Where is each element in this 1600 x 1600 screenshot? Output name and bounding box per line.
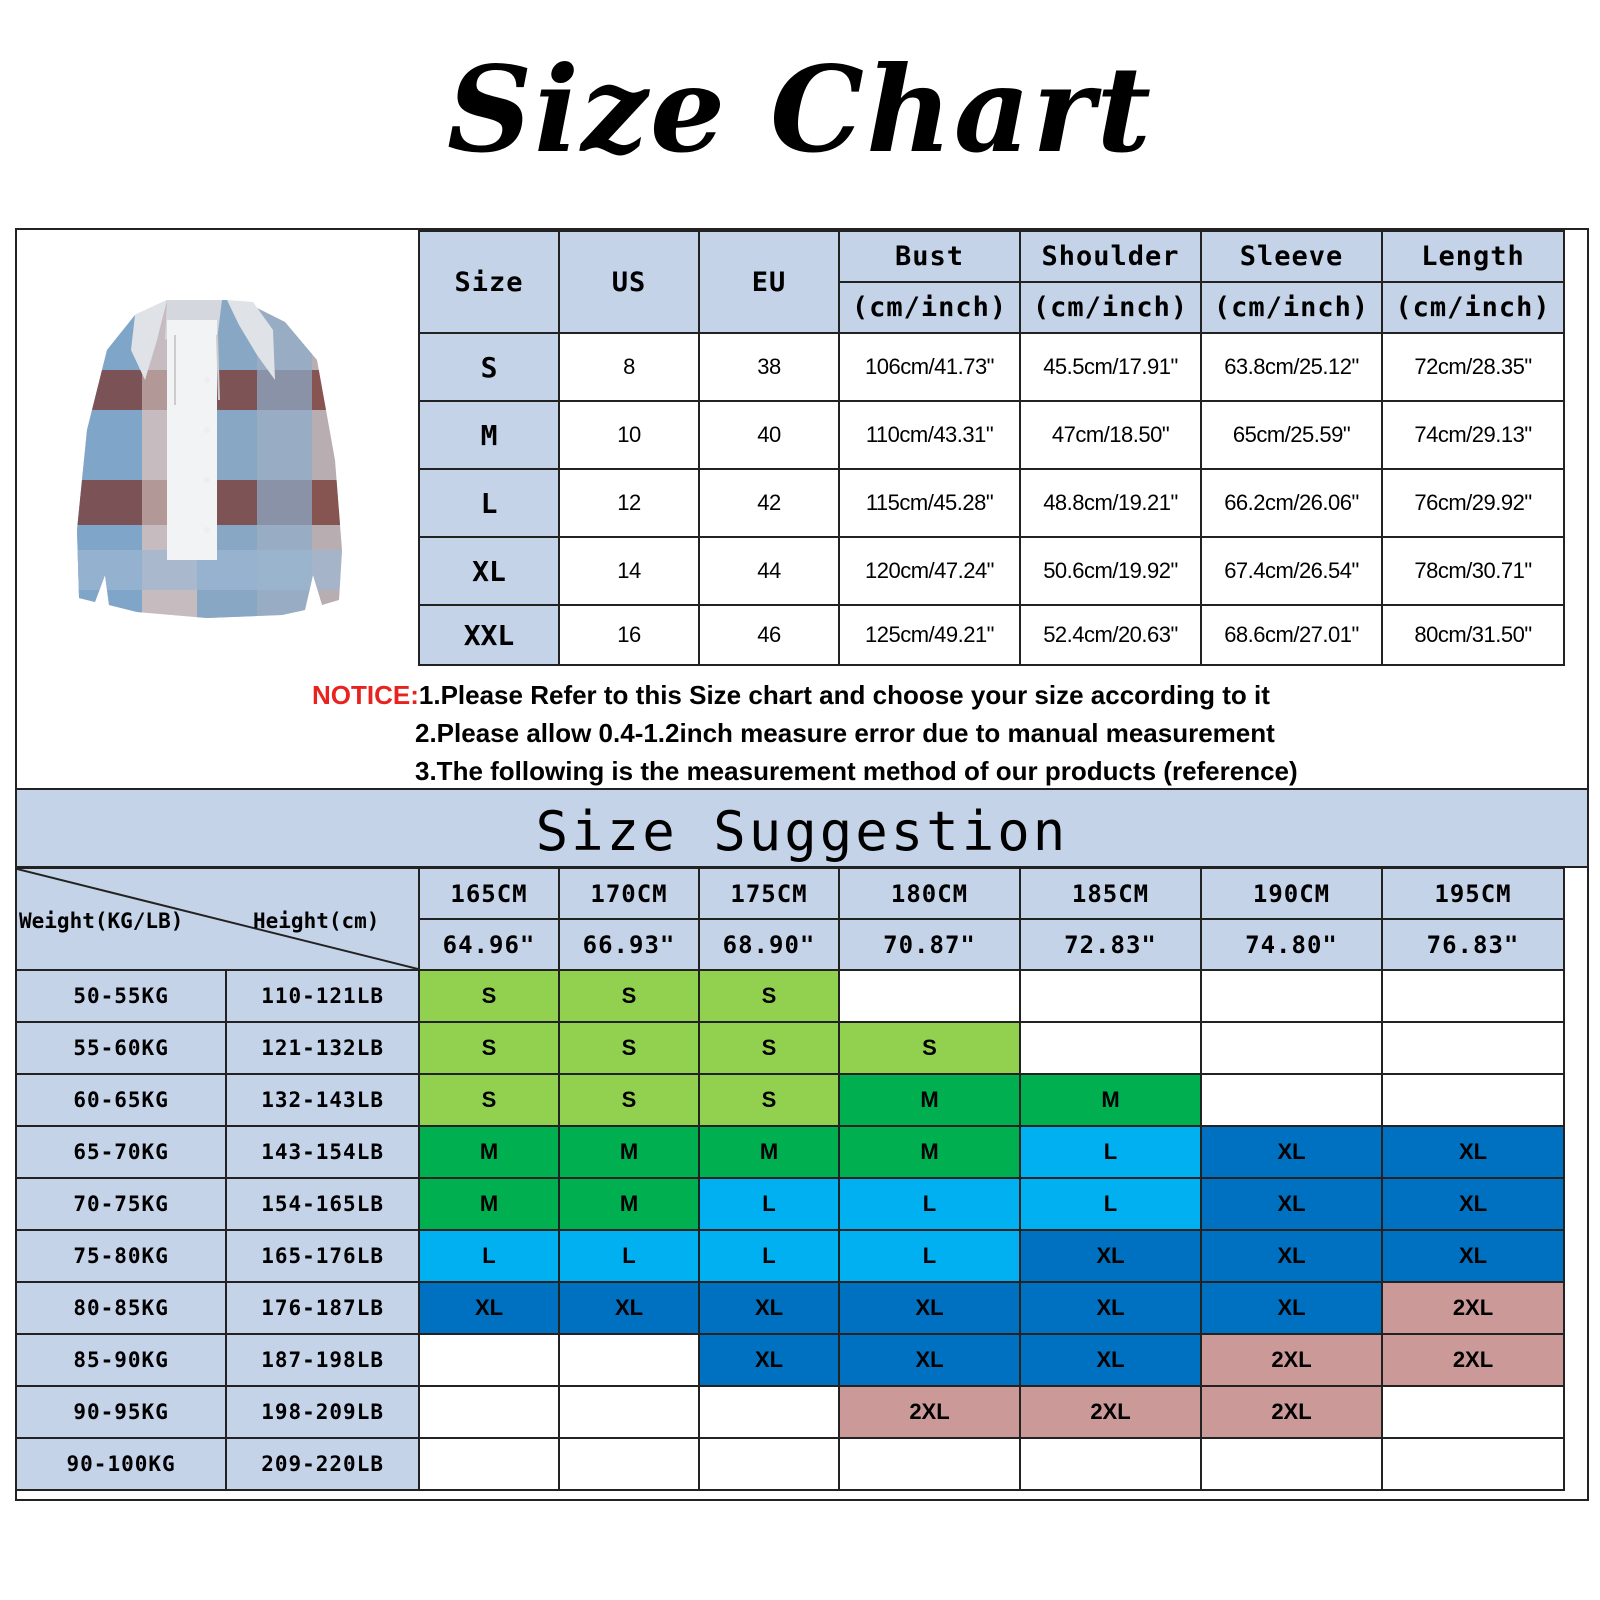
height-inch-header: 68.90": [699, 919, 839, 970]
suggestion-row: [16, 1438, 1564, 1490]
suggestion-row: [16, 1178, 1564, 1230]
weight-kg-label: 70-75KG: [16, 1178, 226, 1230]
size-sleeve-value: 66.2cm/26.06": [1201, 469, 1382, 537]
weight-kg-label: 55-60KG: [16, 1022, 226, 1074]
suggested-size-cell: [1382, 1438, 1564, 1490]
suggested-size-cell: XL: [699, 1334, 839, 1386]
header-unit: (cm/inch): [839, 282, 1020, 333]
suggested-size-cell: XL: [419, 1282, 559, 1334]
header-shoulder: Shoulder: [1020, 231, 1201, 282]
size-suggestion-table: [15, 867, 1565, 1491]
suggested-size-cell: XL: [559, 1282, 699, 1334]
height-cm-header: 190CM: [1201, 868, 1382, 919]
size-suggestion-title: Size Suggestion: [17, 790, 1587, 868]
weight-kg-label: 90-100KG: [16, 1438, 226, 1490]
size-sleeve-value: 63.8cm/25.12": [1201, 333, 1382, 401]
suggested-size-cell: M: [559, 1126, 699, 1178]
size-row: [419, 333, 1564, 401]
size-eu-value: 44: [699, 537, 839, 605]
suggested-size-cell: XL: [1382, 1230, 1564, 1282]
suggested-size-cell: M: [419, 1126, 559, 1178]
notice-line-1: 1.Please Refer to this Size chart and choose your size according to it: [418, 680, 1270, 710]
weight-lb-label: 154-165LB: [226, 1178, 419, 1230]
size-length-value: 72cm/28.35": [1382, 333, 1564, 401]
suggested-size-cell: S: [699, 1074, 839, 1126]
suggested-size-cell: M: [839, 1126, 1020, 1178]
suggestion-row: [16, 1334, 1564, 1386]
size-row: [419, 537, 1564, 605]
size-us-value: 10: [559, 401, 699, 469]
height-inch-header: 74.80": [1201, 919, 1382, 970]
suggested-size-cell: [1201, 1074, 1382, 1126]
weight-lb-label: 198-209LB: [226, 1386, 419, 1438]
suggested-size-cell: M: [1020, 1074, 1201, 1126]
size-length-value: 74cm/29.13": [1382, 401, 1564, 469]
suggested-size-cell: S: [699, 1022, 839, 1074]
notice-block: [17, 676, 1587, 790]
suggested-size-cell: L: [559, 1230, 699, 1282]
weight-lb-label: 132-143LB: [226, 1074, 419, 1126]
suggested-size-cell: L: [1020, 1178, 1201, 1230]
suggested-size-cell: [699, 1386, 839, 1438]
size-bust-value: 106cm/41.73": [839, 333, 1020, 401]
weight-kg-label: 65-70KG: [16, 1126, 226, 1178]
weight-lb-label: 143-154LB: [226, 1126, 419, 1178]
suggested-size-cell: [559, 1438, 699, 1490]
size-shoulder-value: 45.5cm/17.91": [1020, 333, 1201, 401]
suggested-size-cell: 2XL: [1382, 1282, 1564, 1334]
suggested-size-cell: [1201, 970, 1382, 1022]
size-us-value: 12: [559, 469, 699, 537]
header-eu: EU: [699, 231, 839, 333]
suggested-size-cell: [1020, 1022, 1201, 1074]
size-sleeve-value: 68.6cm/27.01": [1201, 605, 1382, 665]
size-bust-value: 125cm/49.21": [839, 605, 1020, 665]
suggestion-row: [16, 1074, 1564, 1126]
suggested-size-cell: L: [839, 1230, 1020, 1282]
header-size: Size: [419, 231, 559, 333]
size-sleeve-value: 67.4cm/26.54": [1201, 537, 1382, 605]
suggested-size-cell: L: [839, 1178, 1020, 1230]
size-label: M: [419, 401, 559, 469]
suggested-size-cell: 2XL: [1020, 1386, 1201, 1438]
suggested-size-cell: 2XL: [839, 1386, 1020, 1438]
suggested-size-cell: S: [419, 1022, 559, 1074]
height-inch-header: 70.87": [839, 919, 1020, 970]
suggested-size-cell: XL: [1201, 1126, 1382, 1178]
suggested-size-cell: M: [559, 1178, 699, 1230]
suggested-size-cell: [1201, 1022, 1382, 1074]
weight-label: Weight(KG/LB): [19, 909, 184, 933]
size-bust-value: 115cm/45.28": [839, 469, 1020, 537]
suggested-size-cell: M: [839, 1074, 1020, 1126]
suggested-size-cell: XL: [1382, 1178, 1564, 1230]
weight-lb-label: 176-187LB: [226, 1282, 419, 1334]
suggested-size-cell: [839, 1438, 1020, 1490]
size-shoulder-value: 47cm/18.50": [1020, 401, 1201, 469]
page-title: Size Chart: [446, 40, 1154, 179]
notice-line-2: 2.Please allow 0.4-1.2inch measure error due to manual measurement: [415, 718, 1275, 748]
suggested-size-cell: XL: [839, 1282, 1020, 1334]
suggested-size-cell: S: [419, 970, 559, 1022]
suggested-size-cell: XL: [1020, 1334, 1201, 1386]
size-us-value: 14: [559, 537, 699, 605]
suggested-size-cell: S: [559, 970, 699, 1022]
suggested-size-cell: [1382, 1074, 1564, 1126]
height-cm-header: 195CM: [1382, 868, 1564, 919]
height-cm-header: 180CM: [839, 868, 1020, 919]
suggested-size-cell: L: [419, 1230, 559, 1282]
suggested-size-cell: XL: [1201, 1230, 1382, 1282]
suggested-size-cell: [1382, 1022, 1564, 1074]
height-cm-header: 185CM: [1020, 868, 1201, 919]
suggested-size-cell: M: [699, 1126, 839, 1178]
size-shoulder-value: 50.6cm/19.92": [1020, 537, 1201, 605]
weight-height-corner: [16, 868, 419, 970]
weight-kg-label: 75-80KG: [16, 1230, 226, 1282]
size-row: [419, 401, 1564, 469]
suggested-size-cell: S: [699, 970, 839, 1022]
suggested-size-cell: XL: [839, 1334, 1020, 1386]
suggestion-row: [16, 1386, 1564, 1438]
height-inch-header: 76.83": [1382, 919, 1564, 970]
height-inch-header: 66.93": [559, 919, 699, 970]
weight-kg-label: 90-95KG: [16, 1386, 226, 1438]
suggested-size-cell: XL: [1201, 1282, 1382, 1334]
weight-kg-label: 80-85KG: [16, 1282, 226, 1334]
size-label: L: [419, 469, 559, 537]
header-us: US: [559, 231, 699, 333]
suggested-size-cell: [419, 1386, 559, 1438]
size-row: [419, 469, 1564, 537]
size-eu-value: 40: [699, 401, 839, 469]
suggested-size-cell: XL: [1201, 1178, 1382, 1230]
size-bust-value: 110cm/43.31": [839, 401, 1020, 469]
size-eu-value: 42: [699, 469, 839, 537]
weight-kg-label: 85-90KG: [16, 1334, 226, 1386]
header-bust: Bust: [839, 231, 1020, 282]
height-cm-header: 170CM: [559, 868, 699, 919]
suggested-size-cell: [419, 1334, 559, 1386]
suggested-size-cell: [1382, 970, 1564, 1022]
height-cm-header: 165CM: [419, 868, 559, 919]
weight-lb-label: 209-220LB: [226, 1438, 419, 1490]
suggestion-row: [16, 1282, 1564, 1334]
size-shoulder-value: 52.4cm/20.63": [1020, 605, 1201, 665]
suggested-size-cell: [419, 1438, 559, 1490]
suggested-size-cell: [1020, 1438, 1201, 1490]
header-unit: (cm/inch): [1020, 282, 1201, 333]
weight-lb-label: 165-176LB: [226, 1230, 419, 1282]
size-row: [419, 605, 1564, 665]
suggested-size-cell: XL: [1020, 1230, 1201, 1282]
suggested-size-cell: M: [419, 1178, 559, 1230]
height-inch-header: 72.83": [1020, 919, 1201, 970]
height-inch-header: 64.96": [419, 919, 559, 970]
weight-kg-label: 50-55KG: [16, 970, 226, 1022]
suggestion-row: [16, 970, 1564, 1022]
size-eu-value: 46: [699, 605, 839, 665]
notice-line-3: 3.The following is the measurement method of our products (reference): [415, 756, 1298, 786]
size-length-value: 80cm/31.50": [1382, 605, 1564, 665]
suggested-size-cell: [559, 1334, 699, 1386]
size-label: XL: [419, 537, 559, 605]
size-us-value: 8: [559, 333, 699, 401]
suggested-size-cell: S: [839, 1022, 1020, 1074]
suggested-size-cell: S: [559, 1022, 699, 1074]
suggested-size-cell: L: [699, 1230, 839, 1282]
header-sleeve: Sleeve: [1201, 231, 1382, 282]
suggested-size-cell: XL: [1020, 1282, 1201, 1334]
suggested-size-cell: [1382, 1386, 1564, 1438]
weight-lb-label: 187-198LB: [226, 1334, 419, 1386]
suggested-size-cell: 2XL: [1201, 1386, 1382, 1438]
size-us-value: 16: [559, 605, 699, 665]
product-image: [17, 230, 418, 676]
size-sleeve-value: 65cm/25.59": [1201, 401, 1382, 469]
suggested-size-cell: XL: [699, 1282, 839, 1334]
suggested-size-cell: S: [419, 1074, 559, 1126]
weight-lb-label: 121-132LB: [226, 1022, 419, 1074]
size-label: XXL: [419, 605, 559, 665]
suggested-size-cell: [559, 1386, 699, 1438]
suggested-size-cell: [839, 970, 1020, 1022]
suggested-size-cell: L: [699, 1178, 839, 1230]
size-label: S: [419, 333, 559, 401]
notice-label: NOTICE:: [312, 680, 419, 710]
suggested-size-cell: 2XL: [1382, 1334, 1564, 1386]
weight-kg-label: 60-65KG: [16, 1074, 226, 1126]
suggestion-row: [16, 1022, 1564, 1074]
weight-lb-label: 110-121LB: [226, 970, 419, 1022]
size-table: [418, 230, 1565, 666]
suggested-size-cell: XL: [1382, 1126, 1564, 1178]
suggestion-row: [16, 1230, 1564, 1282]
suggested-size-cell: [699, 1438, 839, 1490]
suggestion-row: [16, 1126, 1564, 1178]
size-bust-value: 120cm/47.24": [839, 537, 1020, 605]
size-length-value: 78cm/30.71": [1382, 537, 1564, 605]
suggested-size-cell: L: [1020, 1126, 1201, 1178]
suggested-size-cell: [1201, 1438, 1382, 1490]
height-cm-header: 175CM: [699, 868, 839, 919]
suggested-size-cell: [1020, 970, 1201, 1022]
size-length-value: 76cm/29.92": [1382, 469, 1564, 537]
size-eu-value: 38: [699, 333, 839, 401]
suggested-size-cell: 2XL: [1201, 1334, 1382, 1386]
header-length: Length: [1382, 231, 1564, 282]
suggested-size-cell: S: [559, 1074, 699, 1126]
height-label: Height(cm): [253, 909, 380, 933]
header-unit: (cm/inch): [1201, 282, 1382, 333]
size-shoulder-value: 48.8cm/19.21": [1020, 469, 1201, 537]
plaid-jacket-icon: [17, 230, 418, 676]
header-unit: (cm/inch): [1382, 282, 1564, 333]
